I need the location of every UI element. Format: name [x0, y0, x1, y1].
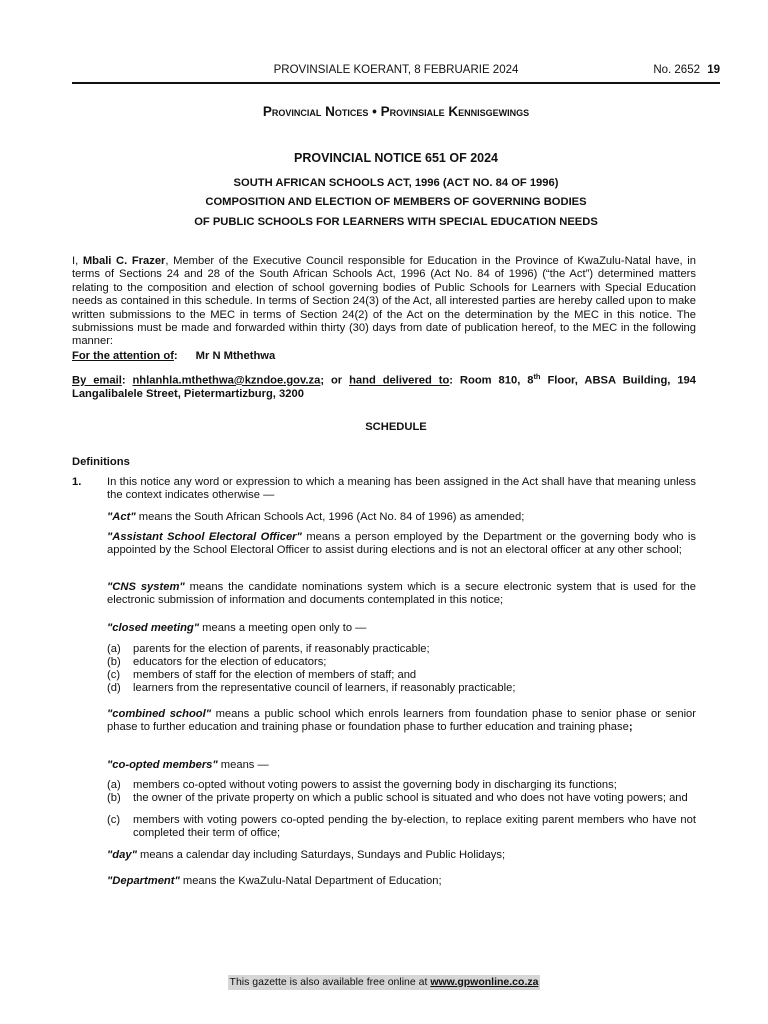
clause-1 — [72, 476, 696, 503]
gazette-header — [72, 62, 720, 84]
submission-line — [72, 370, 696, 402]
item-text: members of staff for the election of members of staff; and — [133, 669, 417, 681]
address-part-2: Floor, ABSA Building, 194 Langalibalele Street, Pietermartizburg, 3200 — [72, 374, 696, 401]
banner-left: Provincial Notices — [262, 104, 369, 119]
def-text-closed-meeting: means a meeting open only to — — [199, 622, 367, 634]
hand-delivery-label: hand delivered to — [349, 374, 450, 387]
item-marker: (b) — [107, 656, 121, 668]
term-closed-meeting: "closed meeting" — [107, 622, 200, 634]
banner-separator: • — [372, 104, 377, 119]
intro-paragraph — [72, 255, 696, 349]
floor-superscript: th — [533, 372, 541, 381]
def-text-combined-school: means a public school which enrols learners from foundation phase to senior phase or senior phase to further education and training phase or foundation phase to further education and training phase — [107, 708, 696, 733]
item-text: educators for the election of educators; — [133, 656, 327, 668]
footer-website-link[interactable]: www.gpwonline.co.za — [430, 976, 539, 988]
list-item — [107, 656, 696, 669]
list-item — [107, 814, 696, 839]
definition-combined-school — [107, 708, 696, 734]
banner-right: Provinsiale Kennisgewings — [380, 104, 530, 119]
def-text-asseo: means a person employed by the Department or the governing body who is appointed by the School Electoral Officer to assist during elections and is not an electoral officer at any other school; — [107, 531, 696, 556]
item-marker: (d) — [107, 682, 121, 694]
item-text: parents for the election of parents, if reasonably practicable; — [133, 643, 430, 655]
notice-title: PROVINCIAL NOTICE 651 OF 2024 — [294, 151, 498, 165]
term-day: "day" — [107, 849, 137, 861]
term-department: "Department" — [107, 875, 180, 887]
list-item — [107, 682, 696, 695]
definition-department — [107, 875, 696, 888]
item-text: the owner of the private property on which a public school is situated and who does not have voting powers; and — [133, 792, 688, 804]
schedule-heading: SCHEDULE — [365, 421, 427, 433]
email-middle: ; or — [320, 374, 350, 387]
def-text-co-opted: means — — [217, 759, 269, 771]
notice-subtitle-1: SOUTH AFRICAN SCHOOLS ACT, 1996 (ACT NO. 84 OF 1996) — [233, 177, 559, 189]
item-marker: (a) — [107, 643, 121, 655]
def-text-day: means a calendar day including Saturdays, Sundays and Public Holidays; — [136, 849, 506, 861]
attention-label: For the attention of — [72, 350, 174, 362]
list-item — [107, 643, 696, 656]
clause-number: 1. — [72, 476, 82, 488]
attention-colon: : — [173, 350, 178, 362]
item-text: learners from the representative council of learners, if reasonably practicable; — [133, 682, 516, 694]
attention-name: Mr N Mthethwa — [195, 350, 276, 362]
item-text: members with voting powers co-opted pending the by-election, to replace exiting parent members who have not completed their term of office; — [133, 814, 696, 839]
gazette-title: PROVINSIALE KOERANT, 8 FEBRUARIE 2024 — [273, 64, 519, 76]
notices-banner — [72, 104, 720, 119]
item-text: members co-opted without voting powers to assist the governing body in discharging its functions; — [133, 779, 617, 791]
definitions-heading: Definitions — [72, 456, 130, 468]
notice-subtitle-2: COMPOSITION AND ELECTION OF MEMBERS OF GOVERNING BODIES — [205, 196, 587, 208]
page-number: 19 — [707, 64, 720, 76]
term-act: "Act" — [107, 511, 136, 523]
email-link[interactable]: nhlanhla.mthethwa@kzndoe.gov.za — [132, 374, 321, 387]
clause-text: In this notice any word or expression to which a meaning has been assigned in the Act shall have that meaning unless the context indicates otherwise — — [107, 476, 696, 502]
item-marker: (c) — [107, 814, 121, 826]
attention-line — [72, 350, 696, 363]
email-label: By email — [72, 374, 122, 387]
list-item — [107, 669, 696, 682]
definition-assistant-electoral-officer — [107, 531, 696, 557]
item-marker: (a) — [107, 779, 121, 791]
address-part-1: : Room 810, 8 — [449, 374, 534, 387]
term-asseo: "Assistant School Electoral Officer" — [107, 531, 302, 543]
intro-text: , Member of the Executive Council responsible for Education in the Province of KwaZulu-Natal have, in terms of Sections 24 and 28 of the South African Schools Act, 1996 (Act No. 84 of 1996) (“the Act”) determined matters relating to the composition and election of school governing bodies of Public Schools for Learners with Special Education needs as contained in this schedule. In terms of Section 24(3) of the Act, all interested parties are hereby called upon to make written submissions to the MEC in terms of Section 24(2) of the Act on the determination by the MEC in this notice. The submissions must be made and forwarded within thirty (30) days from date of publication hereof, to the MEC in the following manner: — [72, 255, 696, 348]
definition-co-opted-members — [107, 759, 696, 772]
notice-subtitle-3: OF PUBLIC SCHOOLS FOR LEARNERS WITH SPECIAL EDUCATION NEEDS — [194, 216, 598, 228]
def-text-cns: means the candidate nominations system which is a secure electronic system that is used for the electronic submission of information and documents contemplated in this notice; — [107, 581, 696, 606]
mec-name: Mbali C. Frazer — [82, 255, 166, 267]
def-end-combined-school: ; — [628, 721, 633, 733]
list-item — [107, 779, 696, 792]
definition-closed-meeting — [107, 622, 696, 635]
def-text-department: means the KwaZulu-Natal Department of Education; — [179, 875, 442, 887]
item-marker: (c) — [107, 669, 121, 681]
list-item — [107, 792, 696, 805]
definition-cns-system — [107, 581, 696, 607]
term-co-opted: "co-opted members" — [107, 759, 218, 771]
footer-text: This gazette is also available free online at — [229, 976, 431, 988]
gazette-footer — [228, 975, 540, 990]
intro-prefix: I, — [72, 255, 83, 267]
email-colon: : — [121, 374, 133, 387]
term-cns: "CNS system" — [107, 581, 185, 593]
item-marker: (b) — [107, 792, 121, 804]
term-combined-school: "combined school" — [107, 708, 212, 720]
definition-day — [107, 849, 696, 862]
def-text-act: means the South African Schools Act, 1996 (Act No. 84 of 1996) as amended; — [135, 511, 525, 523]
definition-act — [107, 511, 696, 524]
issue-number: No. 2652 — [653, 64, 700, 76]
